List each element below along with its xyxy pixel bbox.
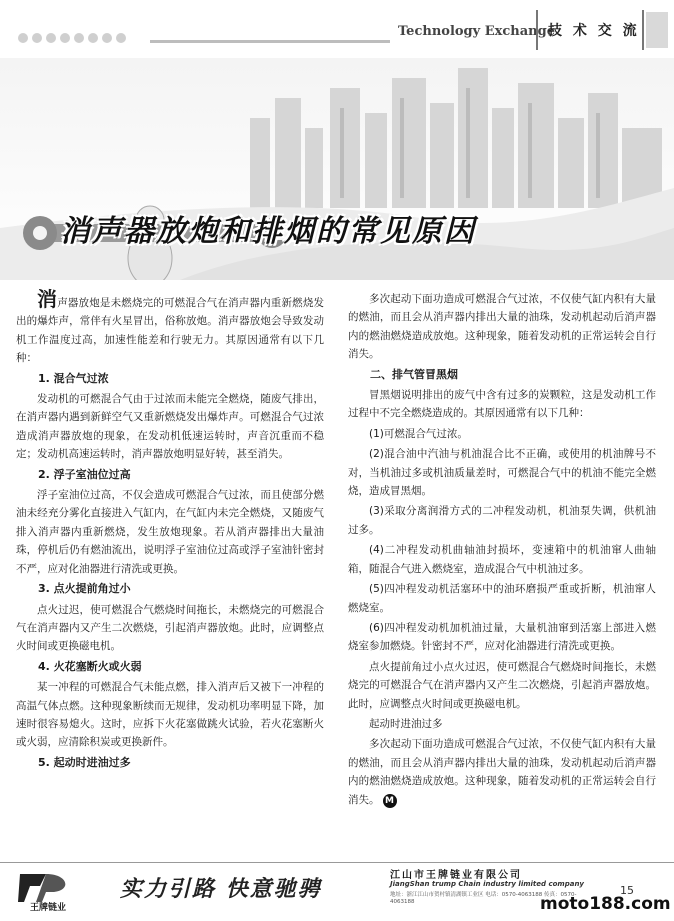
page-header [0, 0, 674, 58]
header-tab [646, 12, 668, 48]
section-1-heading: 1. 混合气过浓 [38, 371, 109, 385]
header-rule [150, 40, 390, 43]
header-dots [18, 28, 130, 47]
ignition-paragraph: 点火提前角过小点火过迟，使可燃混合气燃烧时间拖长，未燃烧完的可燃混合气在消声器内又产生二次燃烧，引起消声器放炮。此时，应调整点火时间或更换磁电机。 [348, 660, 656, 710]
list-item: (3)采取分离润滑方式的二冲程发动机，机油泵失调，供机油过多。 [348, 505, 656, 536]
section-5-text: 多次起动下面功造成可燃混合气过浓，不仅使气缸内积有大量的燃油，而且会从消声器内排出大量的油珠，发动机起动后消声器内的燃油燃烧造成放炮。这种现象，随着发动机的正常运转会自行消失。 [348, 293, 656, 361]
start-text: 多次起动下面功造成可燃混合气过浓，不仅使气缸内积有大量的燃油，而且会从消声器内排出大量的油珠，发动机起动后消声器内的燃油燃烧造成放炮。这种现象，随着发动机的正常运转会自行消失。 [348, 738, 656, 806]
company-address: 地址：浙江江山市贺村镇清湖镇工业区 电话：0570-4063188 传真：0570-4063188 [390, 892, 577, 905]
list-item: (6)四冲程发动机加机油过量，大量机油窜到活塞上部进入燃烧室参加燃烧。针密封不严，应对化油器进行清洗或更换。 [348, 621, 656, 653]
section-1-text: 发动机的可燃混合气由于过浓而未能完全燃烧，随废气排出，在消声器内遇到新鲜空气又重新燃烧发出爆炸声。可燃混合气过浓造成消声器放炮的现象，在发动机低速运转时，声音沉重而不稳定；发动机高速运转时，消声器放炮明显好转，甚至消失。 [16, 393, 324, 461]
header-title-en: Technology Exchange [398, 24, 555, 39]
brand-slogan: 实力引路 快意驰骋 [120, 877, 322, 902]
page-footer [0, 862, 674, 921]
company-name: 江山市王牌链业有限公司 [390, 870, 522, 881]
start-paragraph [348, 735, 656, 809]
right-column [348, 290, 656, 811]
footer-rule [0, 862, 674, 863]
part-2-intro: 冒黑烟说明排出的废气中含有过多的炭颗粒，这是发动机工作过程中不完全燃烧造成的。其原因通常有以下几种： [348, 389, 656, 420]
list-item: (2)混合油中汽油与机油混合比不正确，或使用的机油牌号不对，当机油过多或机油质量差时，可燃混合气中的机油不能完全燃烧，造成冒黑烟。 [348, 448, 656, 498]
header-section: 技 术 交 流 [548, 23, 640, 39]
article-title: 消声器放炮和排烟的常见原因 [60, 214, 476, 249]
list-item: (4)二冲程发动机曲轴油封损坏，变速箱中的机油窜人曲轴箱，随混合气进入燃烧室，造成混合气中机油过多。 [348, 544, 656, 575]
start-heading: 起动时进油过多 [369, 717, 443, 730]
section-4-text: 某一冲程的可燃混合气未能点燃，排入消声后又被下一冲程的高温气体点燃。这种现象断续而无规律，发动机功率明显下降，加速时很容易熄火。这时，应拆下火花塞做跳火试验，若火花塞断火或火弱，应清除积炭或更换新件。 [16, 681, 324, 749]
section-2-text: 浮子室油位过高，不仅会造成可燃混合气过浓，而且使部分燃油未经充分雾化直接进入气缸内，在气缸内未完全燃烧，又随废气排入消声器内重新燃烧，发生放炮现象。若从消声器排出大量油珠，停机后仍有燃油流出，说明浮子室油位过高或浮子室油针密封不严，应对化油器进行清洗或更换。 [16, 489, 324, 575]
part-2-heading: 二、排气管冒黑烟 [370, 367, 458, 381]
section-3-heading: 3. 点火提前角过小 [38, 582, 131, 596]
section-5-heading: 5. 起动时进油过多 [38, 755, 131, 769]
section-3-text: 点火过迟，使可燃混合气燃烧时间拖长，未燃烧完的可燃混合气在消声器内又产生二次燃烧，引起消声器放炮。此时，应调整点火时间或更换磁电机。 [16, 603, 324, 653]
section-2-heading: 2. 浮子室油位过高 [38, 467, 131, 481]
list-item: (5)四冲程发动机活塞环中的油环磨损严重或折断，机油窜人燃烧室。 [348, 583, 656, 614]
intro-paragraph [16, 287, 325, 368]
section-4-heading: 4. 火花塞断火或火弱 [38, 659, 142, 673]
company-name-en: JiangShan trump Chain industry limited company [390, 880, 584, 888]
intro-text: 声器放炮是未燃烧完的可燃混合气在消声器内重新燃烧发出的爆炸声，常伴有火星冒出，俗称放炮。消声器放炮会导致发动机工作温度过高，加速性能差和行驶无力。其原因通常有以下几种： [16, 297, 325, 365]
site-watermark: moto188.com [540, 894, 671, 914]
end-mark-icon: M [383, 794, 397, 808]
list-item: (1)可燃混合气过浓。 [369, 427, 468, 440]
page-number: 15 [620, 884, 634, 897]
drop-cap: 消 [37, 287, 58, 311]
left-column [16, 287, 325, 774]
hero-illustration [0, 58, 674, 280]
brand-name: 王牌链业 [30, 903, 67, 913]
